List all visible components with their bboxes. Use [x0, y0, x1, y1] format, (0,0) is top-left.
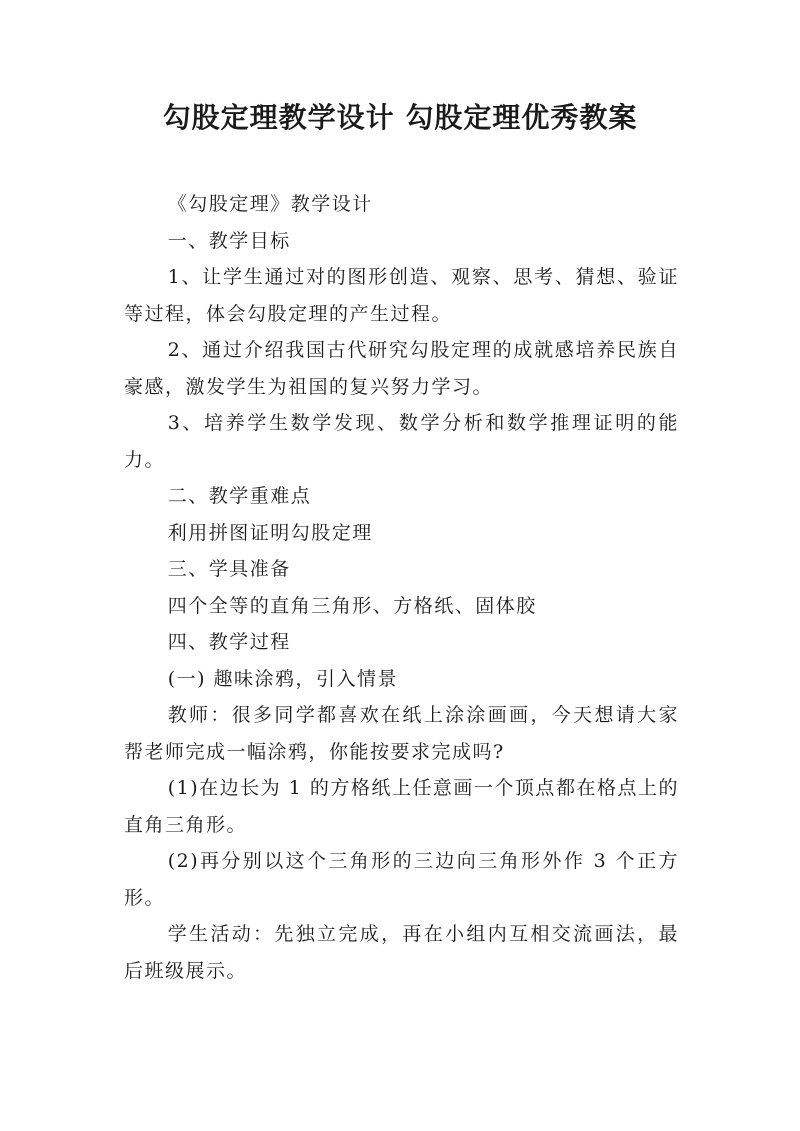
paragraph-step-2: (2)再分别以这个三角形的三边向三角形外作 3 个正方形。: [124, 850, 679, 909]
paragraph-course-title: 《勾股定理》教学设计: [167, 193, 373, 215]
paragraph-goal-3: 3、培养学生数学发现、数学分析和数学推理证明的能力。: [124, 412, 679, 471]
paragraph-goal-2: 2、通过介绍我国古代研究勾股定理的成就感培养民族自豪感，激发学生为祖国的复兴努力学习。: [124, 339, 679, 398]
subheading-process-1: (一) 趣味涂鸦，引入情景: [167, 667, 399, 690]
heading-key-points: 二、教学重难点: [167, 485, 312, 507]
document-body: [124, 186, 679, 989]
paragraph-goal-1: 1、让学生通过对的图形创造、观察、思考、猜想、验证等过程，体会勾股定理的产生过程。: [124, 266, 679, 325]
heading-teaching-process: 四、教学过程: [167, 631, 291, 653]
paragraph-step-1: (1)在边长为 1 的方格纸上任意画一个顶点都在格点上的直角三角形。: [124, 777, 679, 836]
document-title: 勾股定理教学设计 勾股定理优秀教案: [162, 101, 638, 134]
paragraph-key-points: 利用拼图证明勾股定理: [167, 521, 373, 544]
paragraph-materials: 四个全等的直角三角形、方格纸、固体胶: [167, 594, 537, 617]
paragraph-student-activity: 学生活动：先独立完成，再在小组内互相交流画法，最后班级展示。: [124, 923, 679, 982]
heading-teaching-goals: 一、教学目标: [167, 229, 291, 252]
heading-materials: 三、学具准备: [167, 558, 291, 580]
paragraph-teacher: 教师：很多同学都喜欢在纸上涂涂画画，今天想请大家帮老师完成一幅涂鸦，你能按要求完成吗?: [124, 704, 679, 763]
